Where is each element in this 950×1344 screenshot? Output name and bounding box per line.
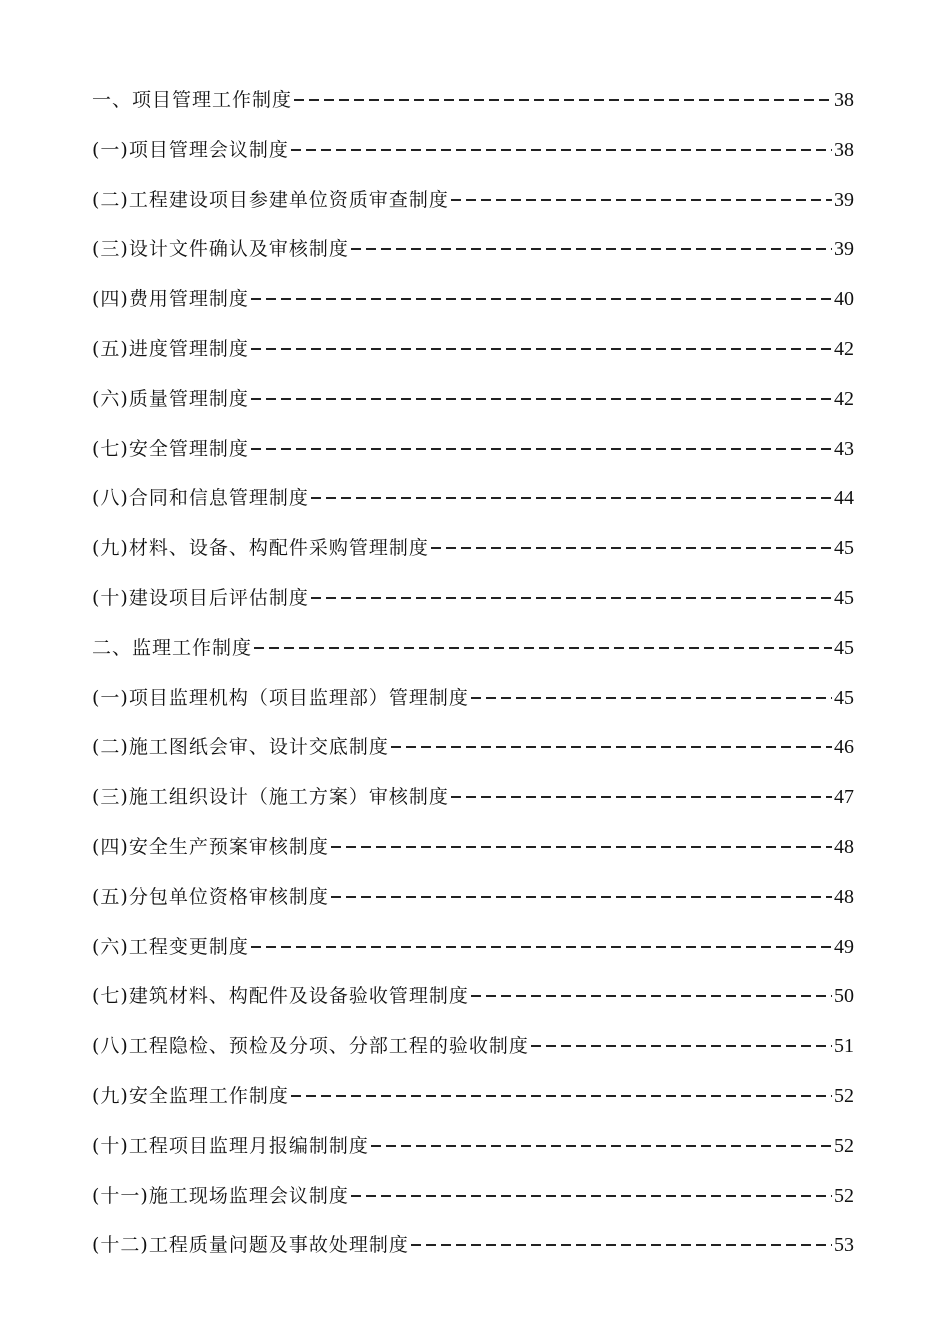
toc-leader bbox=[251, 398, 832, 400]
toc-entry-title: (三)施工组织设计（施工方案）审核制度 bbox=[92, 786, 449, 809]
toc-leader bbox=[471, 697, 832, 699]
toc-entry-title: (十)建设项目后评估制度 bbox=[92, 586, 309, 609]
toc-entry[interactable] bbox=[92, 86, 854, 136]
toc-entry[interactable] bbox=[92, 1231, 854, 1281]
toc-entry-page: 40 bbox=[834, 288, 854, 311]
toc-entry-page: 48 bbox=[834, 885, 854, 908]
toc-entry-page: 38 bbox=[834, 138, 854, 161]
toc-entry-page: 51 bbox=[834, 1035, 854, 1058]
toc-entry[interactable] bbox=[92, 136, 854, 186]
toc-leader bbox=[451, 199, 832, 201]
toc-entry[interactable] bbox=[92, 933, 854, 983]
toc-entry-title: (四)安全生产预案审核制度 bbox=[92, 835, 329, 858]
toc-entry[interactable] bbox=[92, 1082, 854, 1132]
toc-entry[interactable] bbox=[92, 982, 854, 1032]
toc-entry[interactable] bbox=[92, 484, 854, 534]
toc-leader bbox=[331, 846, 832, 848]
toc-entry-page: 39 bbox=[834, 238, 854, 261]
toc-entry-title: (五)进度管理制度 bbox=[92, 337, 249, 360]
toc-entry-page: 44 bbox=[834, 487, 854, 510]
toc-entry[interactable] bbox=[92, 883, 854, 933]
toc-entry-page: 45 bbox=[834, 537, 854, 560]
toc-entry-title: (九)材料、设备、构配件采购管理制度 bbox=[92, 537, 429, 560]
toc-leader bbox=[331, 896, 832, 898]
toc-leader bbox=[451, 796, 832, 798]
toc-entry-page: 53 bbox=[834, 1234, 854, 1257]
toc-entry-title: (七)建筑材料、构配件及设备验收管理制度 bbox=[92, 985, 469, 1008]
toc-leader bbox=[291, 1095, 832, 1097]
toc-entry-page: 43 bbox=[834, 437, 854, 460]
toc-entry-page: 45 bbox=[834, 636, 854, 659]
toc-entry-page: 49 bbox=[834, 935, 854, 958]
toc-entry-page: 39 bbox=[834, 188, 854, 211]
toc-entry[interactable] bbox=[92, 733, 854, 783]
toc-leader bbox=[411, 1244, 832, 1246]
toc-entry[interactable] bbox=[92, 833, 854, 883]
toc-entry[interactable] bbox=[92, 1182, 854, 1232]
toc-leader bbox=[294, 99, 832, 101]
toc-entry-title: (一)项目监理机构（项目监理部）管理制度 bbox=[92, 686, 469, 709]
toc-entry[interactable] bbox=[92, 1032, 854, 1082]
toc-entry[interactable] bbox=[92, 534, 854, 584]
toc-entry-page: 46 bbox=[834, 736, 854, 759]
toc-leader bbox=[351, 248, 832, 250]
toc-leader bbox=[251, 448, 832, 450]
toc-entry-page: 45 bbox=[834, 586, 854, 609]
toc-entry-title: (二)施工图纸会审、设计交底制度 bbox=[92, 736, 389, 759]
table-of-contents bbox=[92, 86, 854, 1281]
toc-entry-page: 52 bbox=[834, 1184, 854, 1207]
toc-leader bbox=[291, 149, 832, 151]
toc-entry-title: (六)工程变更制度 bbox=[92, 935, 249, 958]
toc-entry-title: (一)项目管理会议制度 bbox=[92, 138, 289, 161]
toc-entry-page: 50 bbox=[834, 985, 854, 1008]
toc-entry[interactable] bbox=[92, 186, 854, 236]
toc-leader bbox=[471, 995, 832, 997]
toc-leader bbox=[251, 946, 832, 948]
toc-entry-title: (二)工程建设项目参建单位资质审查制度 bbox=[92, 188, 449, 211]
toc-entry-title: (十二)工程质量问题及事故处理制度 bbox=[92, 1234, 409, 1257]
toc-entry-page: 52 bbox=[834, 1084, 854, 1107]
toc-entry-title: (八)合同和信息管理制度 bbox=[92, 487, 309, 510]
toc-entry[interactable] bbox=[92, 285, 854, 335]
toc-entry[interactable] bbox=[92, 584, 854, 634]
toc-leader bbox=[251, 348, 832, 350]
toc-entry-title: (九)安全监理工作制度 bbox=[92, 1084, 289, 1107]
toc-entry[interactable] bbox=[92, 684, 854, 734]
toc-leader bbox=[371, 1145, 832, 1147]
toc-leader bbox=[431, 547, 832, 549]
toc-entry-title: (五)分包单位资格审核制度 bbox=[92, 885, 329, 908]
toc-entry-title: 二、监理工作制度 bbox=[92, 636, 253, 659]
toc-entry-title: (三)设计文件确认及审核制度 bbox=[92, 238, 349, 261]
toc-entry-page: 48 bbox=[834, 835, 854, 858]
toc-entry-title: (十一)施工现场监理会议制度 bbox=[92, 1184, 349, 1207]
toc-entry-page: 38 bbox=[834, 89, 854, 111]
toc-entry[interactable] bbox=[92, 634, 854, 684]
toc-entry[interactable] bbox=[92, 235, 854, 285]
toc-leader bbox=[311, 497, 832, 499]
toc-entry-title: (八)工程隐检、预检及分项、分部工程的验收制度 bbox=[92, 1035, 529, 1058]
toc-leader bbox=[351, 1195, 832, 1197]
toc-leader bbox=[251, 298, 832, 300]
toc-entry[interactable] bbox=[92, 1132, 854, 1182]
toc-leader bbox=[531, 1045, 832, 1047]
toc-entry-page: 42 bbox=[834, 337, 854, 360]
toc-entry-page: 45 bbox=[834, 686, 854, 709]
toc-leader bbox=[254, 647, 832, 649]
toc-entry[interactable] bbox=[92, 783, 854, 833]
toc-entry-title: 一、项目管理工作制度 bbox=[92, 89, 293, 111]
toc-entry-title: (四)费用管理制度 bbox=[92, 288, 249, 311]
toc-entry[interactable] bbox=[92, 435, 854, 485]
toc-leader bbox=[311, 597, 832, 599]
toc-entry[interactable] bbox=[92, 335, 854, 385]
toc-entry-page: 47 bbox=[834, 786, 854, 809]
toc-leader bbox=[391, 746, 832, 748]
toc-entry[interactable] bbox=[92, 385, 854, 435]
toc-entry-page: 52 bbox=[834, 1134, 854, 1157]
toc-entry-title: (六)质量管理制度 bbox=[92, 387, 249, 410]
toc-entry-page: 42 bbox=[834, 387, 854, 410]
toc-entry-title: (七)安全管理制度 bbox=[92, 437, 249, 460]
toc-entry-title: (十)工程项目监理月报编制制度 bbox=[92, 1134, 369, 1157]
